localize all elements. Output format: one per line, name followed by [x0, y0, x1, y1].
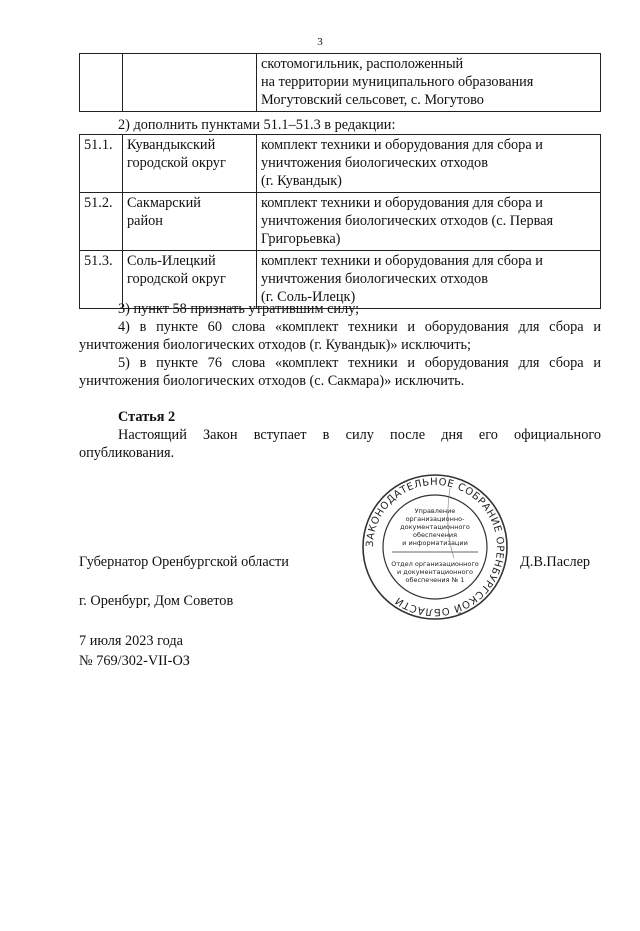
description-line: комплект техники и оборудования для сбора и — [261, 195, 543, 211]
table-row — [80, 135, 601, 193]
description-line: комплект техники и оборудования для сбора и — [261, 137, 543, 153]
row-description-cell — [257, 54, 601, 112]
item-4-line-1: 4) в пункте 60 слова «комплект техники и оборудования для сбора и — [118, 319, 601, 335]
area-line: Кувандыкский — [127, 137, 216, 153]
description-line: скотомогильник, расположенный — [261, 56, 464, 72]
area-line: Соль-Илецкий — [127, 253, 216, 269]
place-of-signing: г. Оренбург, Дом Советов — [79, 593, 234, 609]
article-line-2: опубликования. — [79, 445, 175, 461]
area-line: городской округ — [127, 271, 226, 287]
stamp-department-line: Отдел организационного — [391, 560, 479, 568]
area-line: район — [127, 213, 163, 229]
item-5-line-2: уничтожения биологических отходов (с. Сакмара)» исключить. — [79, 373, 465, 389]
row-area-cell — [123, 135, 257, 193]
stamp-department-line: и документационного — [397, 568, 473, 576]
item-3-text: 3) пункт 58 признать утратившим силу; — [118, 301, 360, 317]
description-line: на территории муниципального образования — [261, 74, 534, 90]
table-new-items — [79, 134, 601, 309]
article-paragraph — [79, 426, 601, 462]
row-description-cell — [257, 193, 601, 251]
row-area-cell — [123, 54, 257, 112]
description-line: Могутовский сельсовет, с. Могутово — [261, 92, 484, 108]
description-line: (г. Соль-Илецк) — [261, 289, 356, 305]
stamp-inner-line: Управление — [414, 507, 456, 515]
item-4-line-2: уничтожения биологических отходов (г. Кувандык)» исключить; — [79, 337, 471, 353]
stamp-inner-line: обеспечения — [412, 531, 458, 539]
row-number-cell — [80, 54, 123, 112]
area-line: Сакмарский — [127, 195, 201, 211]
description-line: уничтожения биологических отходов — [261, 155, 488, 171]
description-line: уничтожения биологических отходов — [261, 271, 488, 287]
stamp-inner-line: организационно- — [405, 515, 465, 523]
item-5-line-1: 5) в пункте 76 слова «комплект техники и оборудования для сбора и — [118, 355, 601, 371]
article-title: Статья 2 — [118, 409, 176, 425]
stamp-outer-text: ЗАКОНОДАТЕЛЬНОЕ СОБРАНИЕ ОРЕНБУРГСКОЙ ОБЛАСТИ — [364, 476, 506, 618]
description-line: комплект техники и оборудования для сбора и — [261, 253, 543, 269]
description-line: (г. Кувандык) — [261, 173, 342, 189]
signatory-position: Губернатор Оренбургской области — [79, 554, 289, 570]
page-number: 3 — [317, 36, 323, 48]
official-stamp-seal — [360, 472, 510, 622]
law-number: № 769/302-VII-ОЗ — [79, 653, 190, 669]
row-number-cell: 51.3. — [80, 251, 123, 309]
table-continuation — [79, 53, 601, 112]
article-line-1: Настоящий Закон вступает в силу после дня его официального — [118, 427, 601, 443]
area-line: городской округ — [127, 155, 226, 171]
item-4-paragraph — [79, 318, 601, 354]
item-5-paragraph — [79, 354, 601, 390]
description-line: уничтожения биологических отходов (с. Первая — [261, 213, 554, 229]
signatory-name: Д.В.Паслер — [520, 554, 591, 570]
stamp-department-line: обеспечения № 1 — [405, 576, 465, 584]
item-2-text: 2) дополнить пунктами 51.1–51.3 в редакции: — [118, 117, 396, 133]
table-row — [80, 54, 601, 112]
row-number-cell: 51.1. — [80, 135, 123, 193]
row-description-cell — [257, 135, 601, 193]
row-area-cell — [123, 193, 257, 251]
description-line: Григорьевка) — [261, 231, 341, 247]
stamp-inner-line: документационного — [400, 523, 470, 531]
table-row — [80, 193, 601, 251]
row-number-cell: 51.2. — [80, 193, 123, 251]
stamp-inner-line: и информатизации — [402, 539, 468, 547]
law-date: 7 июля 2023 года — [79, 633, 184, 649]
svg-text:ЗАКОНОДАТЕЛЬНОЕ СОБРАНИЕ ОРЕНБ — [365, 477, 505, 617]
